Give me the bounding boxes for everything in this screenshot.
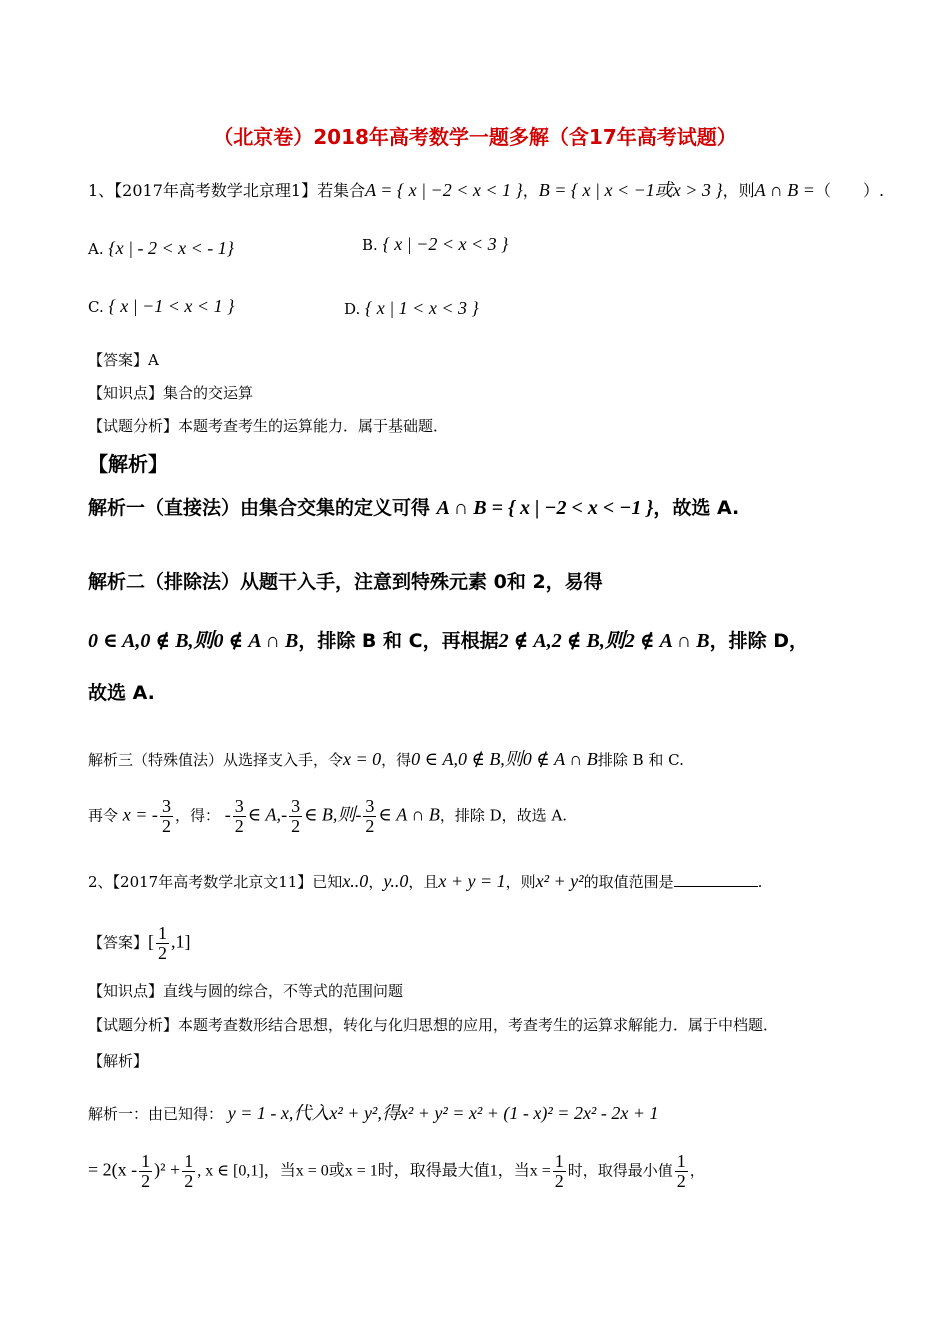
q2-solution-1 (88, 1099, 658, 1125)
q2-analysis (88, 1014, 778, 1035)
option-b-value: { x | −2 < x < 3 } (382, 234, 509, 254)
q2-analysis-tag: 【试题分析】 (88, 1016, 179, 1034)
q2-answer-open: [ (148, 931, 155, 952)
fraction-three-halves (160, 797, 173, 836)
q2-sol1b-a: = 2(x - (88, 1159, 138, 1180)
fraction-three-halves-2 (233, 797, 246, 836)
frac-num: 1 (554, 1151, 564, 1171)
q1-solution-heading: 【解析】 (88, 452, 168, 476)
q2-end: . (757, 873, 763, 891)
option-c (88, 296, 234, 317)
option-a-value: {x | - 2 < x < - 1} (108, 238, 234, 258)
frac-num: 1 (184, 1151, 194, 1171)
fraction-one-half (156, 924, 169, 963)
frac-den: 2 (365, 815, 375, 836)
q1-analysis (88, 415, 448, 436)
q1-solution-3b: 再令 x = - $\frac{3}{2}$ ，得： - $\frac{3}{2}$ ∈ A,- $\frac{3}{2}$ ∈ B,则- $\frac{3}{2}$ ∈ A ∩ B，排除 D，故选 A. (88, 796, 568, 836)
q2-sol1b-b: )² + (154, 1159, 181, 1180)
q1-sol2-end: ，排除 D， (709, 630, 809, 652)
frac-den: 2 (291, 815, 301, 836)
q1-solution-2-line2 (88, 624, 808, 653)
option-c-label: C. (88, 298, 104, 316)
fraction-half-a (139, 1152, 152, 1191)
frac-num: 1 (676, 1151, 686, 1171)
frac-num: 1 (158, 923, 168, 943)
q2-solution-heading: 【解析】 (88, 1052, 149, 1070)
q1-sol3b-text: 再令 (88, 806, 119, 825)
option-d (344, 298, 479, 319)
option-c-value: { x | −1 < x < 1 } (108, 296, 235, 316)
q1-sol3b-in-ab: ∈ A ∩ B (378, 804, 440, 825)
option-b-label: B. (362, 236, 378, 254)
q2-sol1-math: y = 1 - x,代入x² + y²,得x² + y² = x² + (1 - x)² = 2x² - 2x + 1 (227, 1103, 659, 1123)
q2-sol1-text: 解析一：由已知得： (88, 1105, 224, 1123)
frac-num: 1 (141, 1151, 151, 1171)
q1-solution-3 (88, 745, 684, 771)
q1-sol3b-mid: ，得： (174, 806, 220, 825)
q1-comma: ， (522, 181, 539, 200)
frac-num: 3 (365, 796, 375, 816)
q2-prefix: 2、【2017年高考数学北京文11】已知 (88, 873, 343, 891)
frac-den: 2 (161, 815, 171, 836)
q2-knowledge-text: 直线与圆的综合，不等式的范围问题 (163, 982, 404, 1000)
q2-cond1: x..0 (342, 871, 369, 891)
q1-tail: （ ）. (814, 181, 885, 200)
q1-sol3b-in-b: ∈ B,则 (304, 804, 356, 825)
q1-prefix: 1、【2017年高考数学北京理1】若集合 (88, 181, 366, 200)
q1-answer-value: A (148, 351, 159, 369)
option-b (362, 234, 508, 255)
frac-den: 2 (676, 1170, 686, 1191)
q1-sol2-math2: 2 ∉ A,2 ∉ B,则2 ∉ A ∩ B (498, 630, 710, 652)
q1-sol3-math: x = 0 (343, 749, 382, 769)
q1-sol2-mid: ，排除 B 和 C，再根据 (298, 630, 499, 652)
q1-sol3b-in-a: ∈ A, (247, 804, 282, 825)
q1-solution-1 (88, 493, 739, 520)
q1-set-a: A = { x | −2 < x < 1 } (365, 180, 523, 200)
frac-den: 2 (554, 1170, 564, 1191)
document-title: （北京卷）2018年高考数学一题多解（含17年高考试题） (213, 125, 737, 149)
option-d-label: D. (344, 300, 361, 318)
q1-analysis-text: 本题考查考生的运算能力．属于基础题． (178, 417, 449, 435)
fraction-half-b (182, 1152, 195, 1191)
frac-den: 2 (184, 1170, 194, 1191)
q1-sol1-text: 解析一（直接法）由集合交集的定义可得 (88, 497, 431, 519)
q2-sol1b-c: , x ∈ [0,1]，当x = 0或x = 1时，取得最大值1，当x = (197, 1162, 551, 1180)
q2-expr: x² + y² (535, 871, 584, 891)
q2-answer-close: ,1] (171, 931, 191, 952)
q1-knowledge (88, 382, 253, 403)
q2-tail: 的取值范围是 (583, 873, 674, 891)
answer-blank[interactable] (674, 872, 758, 887)
question-2-stem: 2、【2017年高考数学北京文11】已知x..0，y..0，且x + y = 1，则x² + y²的取值范围是 . (88, 871, 763, 891)
q2-sol1b-end: ， (689, 1161, 705, 1180)
q2-answer (88, 924, 191, 963)
q1-ask: ，则 (722, 181, 755, 200)
fraction-half-d (675, 1152, 688, 1191)
q2-and: ，且 (408, 873, 439, 891)
q2-analysis-text: 本题考查数形结合思想，转化与化归思想的应用，考查考生的运算求解能力．属于中档题． (178, 1016, 779, 1034)
q1-sol3-text: 解析三（特殊值法）从选择支入手，令 (88, 751, 344, 769)
q1-analysis-tag: 【试题分析】 (88, 417, 179, 435)
q2-solution-1b (88, 1152, 705, 1191)
frac-den: 2 (141, 1170, 151, 1191)
q1-sol3-end: 排除 B 和 C. (597, 751, 684, 769)
q1-solution-2-line1: 解析二（排除法）从题干入手，注意到特殊元素 0和 2，易得 (88, 571, 603, 593)
frac-num: 3 (291, 796, 301, 816)
q1-sol1-end: ，故选 A. (653, 497, 740, 519)
q1-knowledge-text: 集合的交运算 (163, 384, 254, 402)
frac-den: 2 (234, 815, 244, 836)
option-a (88, 238, 234, 259)
option-d-value: { x | 1 < x < 3 } (365, 298, 479, 318)
q1-sol1-math: A ∩ B = { x | −2 < x < −1 } (436, 497, 654, 519)
question-1-stem (88, 176, 884, 202)
q1-expr: A ∩ B = (754, 180, 815, 200)
q2-then: ，则 (505, 873, 536, 891)
option-a-label: A. (88, 240, 104, 258)
q1-sol3-mid: ，得 (381, 751, 412, 769)
q1-answer-tag: 【答案】 (88, 351, 149, 369)
frac-num: 3 (161, 796, 171, 816)
q2-cond2: y..0 (383, 871, 409, 891)
q1-sol2-math1: 0 ∈ A,0 ∉ B,则0 ∉ A ∩ B (88, 630, 299, 652)
fraction-half-c (553, 1152, 566, 1191)
frac-num: 3 (234, 796, 244, 816)
q1-sol3b-x: x = - (122, 804, 158, 825)
q1-solution-2-line3: 故选 A. (88, 682, 155, 704)
q1-set-b: B = { x | x < −1或x > 3 } (538, 180, 723, 200)
q2-knowledge (88, 980, 403, 1001)
frac-den: 2 (158, 942, 168, 963)
q1-sol3-math2: 0 ∈ A,0 ∉ B,则0 ∉ A ∩ B (411, 749, 598, 769)
q2-sol1b-d: 时，取得最小值 (567, 1161, 673, 1180)
q1-answer (88, 349, 159, 370)
q1-sol3b-end: ，排除 D，故选 A. (439, 806, 568, 825)
fraction-three-halves-4 (363, 797, 376, 836)
q2-eq: x + y = 1 (438, 871, 506, 891)
q2-knowledge-tag: 【知识点】 (88, 982, 164, 1000)
q1-knowledge-tag: 【知识点】 (88, 384, 164, 402)
q2-answer-tag: 【答案】 (88, 933, 149, 952)
fraction-three-halves-3 (289, 797, 302, 836)
